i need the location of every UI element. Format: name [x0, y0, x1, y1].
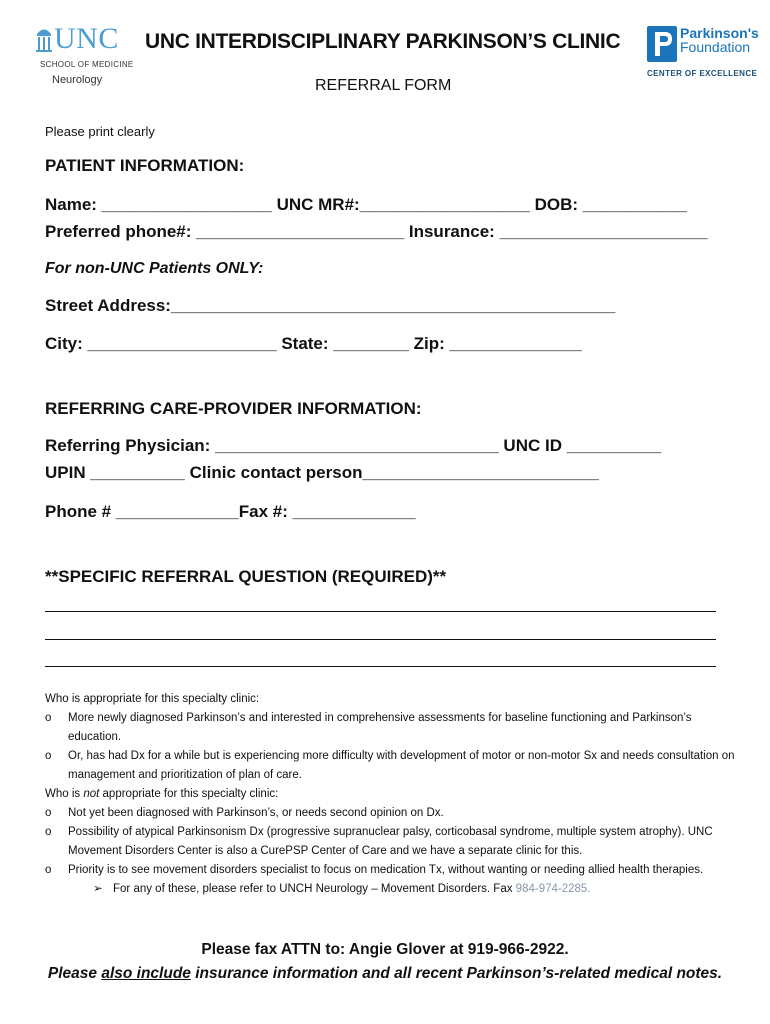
parkinsons-foundation-icon	[647, 26, 677, 62]
list-item-text: Priority is to see movement disorders specialist to focus on medication Tx, without wanting or needing allied health therapies.	[68, 864, 704, 876]
bullet-icon: o	[45, 750, 52, 762]
non-unc-heading: For non-UNC Patients ONLY:	[45, 260, 264, 277]
list-item-text: Possibility of atypical Parkinsonism Dx (progressive supranuclear palsy, corticobasal syndrome, multiple system atrophy). UNC Movement Disorders Center is also a CurePSP Center of Care and we have a separate clinic for this.	[68, 826, 713, 857]
referral-question-line[interactable]	[45, 611, 716, 612]
partner-name-line1: Parkinson's	[680, 25, 759, 41]
refer-text: For any of these, please refer to UNCH Neurology – Movement Disorders. Fax	[113, 883, 516, 895]
form-subtitle: REFERRAL FORM	[315, 77, 452, 94]
bullet-icon: o	[45, 864, 52, 876]
street-address-field[interactable]: Street Address:_______________________________________________	[45, 296, 616, 315]
upin-contact-fields[interactable]: UPIN __________ Clinic contact person_________________________	[45, 463, 599, 482]
not-appropriate-intro: Who is not appropriate for this specialty clinic:	[45, 788, 279, 800]
physician-uncid-fields[interactable]: Referring Physician: ______________________________ UNC ID __________	[45, 436, 662, 455]
list-item	[45, 804, 735, 823]
unc-neurology-logo	[36, 22, 136, 92]
list-item-text: Or, has had Dx for a while but is experiencing more difficulty with development of motor or non-motor Sx and needs consultation on management and prioritization of plan of care.	[68, 750, 735, 781]
list-item	[45, 861, 735, 880]
referral-question-heading: **SPECIFIC REFERRAL QUESTION (REQUIRED)**	[45, 567, 447, 586]
refer-instruction	[45, 880, 735, 899]
unc-department-label: Neurology	[52, 74, 103, 86]
city-state-zip-fields[interactable]: City: ____________________ State: ________ Zip: ______________	[45, 334, 582, 353]
list-item	[45, 709, 735, 747]
list-item-text: Not yet been diagnosed with Parkinson’s, or needs second opinion on Dx.	[68, 807, 444, 819]
also-include-emphasis: also include	[101, 965, 191, 982]
parkinsons-foundation-logo	[647, 26, 759, 81]
list-item	[45, 747, 735, 785]
unc-wordmark: UNC	[54, 22, 119, 55]
patient-phone-insurance-fields[interactable]: Preferred phone#: ______________________ Insurance: ______________________	[45, 222, 708, 241]
list-item	[45, 823, 735, 861]
not-emphasis: not	[83, 788, 100, 800]
print-instructions: Please print clearly	[45, 124, 155, 139]
referral-question-line[interactable]	[45, 639, 716, 640]
fax-attn-line: Please fax ATTN to: Angie Glover at 919-966-2922.	[201, 941, 569, 958]
partner-tagline: CENTER OF EXCELLENCE	[647, 69, 758, 78]
appropriate-intro: Who is appropriate for this specialty clinic:	[45, 693, 260, 705]
unc-school-label: SCHOOL OF MEDICINE	[40, 60, 134, 69]
arrow-bullet-icon: ➢	[93, 883, 103, 895]
bullet-icon: o	[45, 712, 52, 724]
patient-info-heading: PATIENT INFORMATION:	[45, 156, 245, 175]
bullet-icon: o	[45, 826, 52, 838]
include-notes-line: Please also include insurance information and all recent Parkinson’s-related medical notes.	[47, 965, 723, 982]
eligibility-notes	[45, 690, 735, 899]
provider-info-heading: REFERRING CARE-PROVIDER INFORMATION:	[45, 399, 422, 418]
referral-question-line[interactable]	[45, 666, 716, 667]
patient-name-mr-dob-fields[interactable]: Name: __________________ UNC MR#:__________________ DOB: ___________	[45, 195, 687, 214]
refer-fax-number: 984-974-2285.	[515, 883, 591, 895]
partner-name-line2: Foundation	[680, 39, 751, 55]
phone-fax-fields[interactable]: Phone # _____________Fax #: _____________	[45, 502, 416, 521]
old-well-icon	[36, 25, 52, 53]
list-item-text: More newly diagnosed Parkinson’s and interested in comprehensive assessments for baseline functioning and Parkinson’s education.	[68, 712, 692, 743]
bullet-icon: o	[45, 807, 52, 819]
page-title: UNC INTERDISCIPLINARY PARKINSON’S CLINIC	[145, 30, 621, 53]
